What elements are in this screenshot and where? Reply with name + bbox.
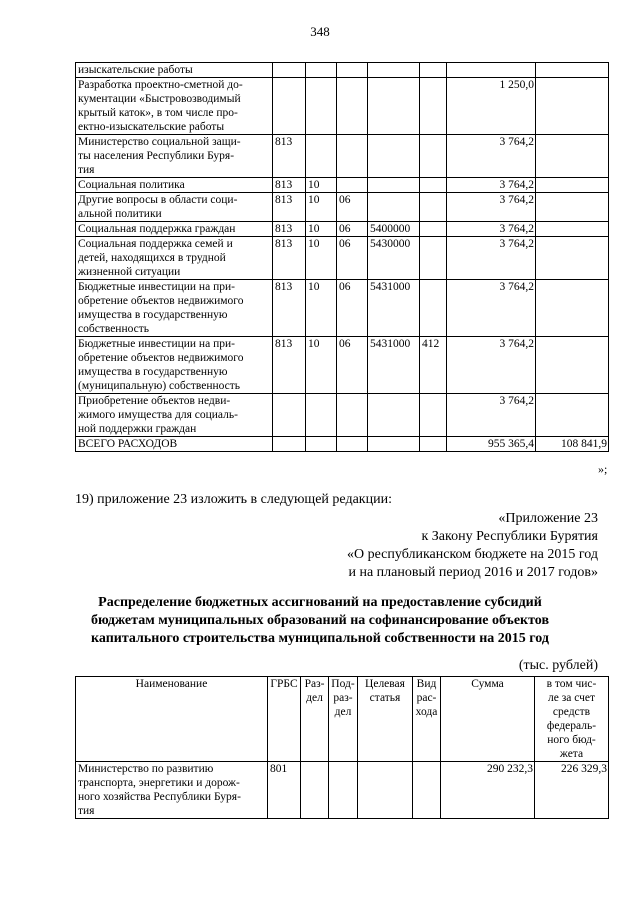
razdel-cell: 10 xyxy=(306,337,337,394)
federal-amount-cell xyxy=(536,193,609,222)
cell-line: Бюджетные инвестиции на при- xyxy=(78,281,235,293)
expense-type-cell xyxy=(420,178,447,193)
federal-amount-cell xyxy=(536,178,609,193)
podrazdel-cell xyxy=(337,437,368,452)
cell-line: Сумма xyxy=(471,678,504,690)
expense-type-cell xyxy=(420,237,447,280)
title-line: бюджетам муниципальных образований на софинансирование объектов xyxy=(90,613,550,628)
cell-line: Другие вопросы в области соци- xyxy=(78,194,238,206)
cell-line: обретение объектов недвижимого xyxy=(78,295,244,307)
table-row xyxy=(76,280,609,337)
cell-line: Наименование xyxy=(135,678,208,690)
header-row xyxy=(76,677,609,762)
cell-line: ектно-изыскательские работы xyxy=(78,121,225,133)
razdel-cell xyxy=(306,63,337,78)
cell-line: имущества в государственную xyxy=(78,309,228,321)
target-article-cell: 5431000 xyxy=(368,337,420,394)
expense-type-cell xyxy=(420,394,447,437)
header-target-article-cell xyxy=(358,677,413,762)
table-row xyxy=(76,135,609,178)
amount-cell: 3 764,2 xyxy=(447,394,536,437)
table-row xyxy=(76,337,609,394)
header-name-cell xyxy=(76,677,268,762)
title-line: Распределение бюджетных ассигнований на предоставление субсидий xyxy=(98,595,542,610)
podrazdel-cell xyxy=(337,394,368,437)
cell-line: Раз- xyxy=(304,678,325,690)
cell-line: ты населения Республики Буря- xyxy=(78,150,235,162)
podrazdel-cell: 06 xyxy=(337,280,368,337)
grbs-cell: 813 xyxy=(273,193,306,222)
cell-line: ГРБС xyxy=(270,678,298,690)
grbs-cell: 813 xyxy=(273,178,306,193)
target-article-cell xyxy=(368,135,420,178)
cell-line: Министерство социальной защи- xyxy=(78,136,241,148)
table-row xyxy=(76,63,609,78)
amount-cell xyxy=(447,63,536,78)
target-article-cell xyxy=(368,178,420,193)
cell-line: кументации «Быстровозводимый xyxy=(78,93,241,105)
amendment-instruction: 19) приложение 23 изложить в следующей редакции: xyxy=(75,492,392,507)
target-article-cell xyxy=(368,394,420,437)
expense-type-cell xyxy=(420,63,447,78)
amount-cell: 3 764,2 xyxy=(447,193,536,222)
document-title xyxy=(42,594,598,648)
name-cell xyxy=(76,280,273,337)
cell-line: ле за счет xyxy=(547,692,596,704)
cell-line: тия xyxy=(78,805,95,817)
podrazdel-cell xyxy=(337,78,368,135)
cell-line: рас- xyxy=(416,692,437,704)
grbs-cell: 813 xyxy=(273,280,306,337)
razdel-cell xyxy=(306,78,337,135)
amount-cell: 3 764,2 xyxy=(447,237,536,280)
federal-amount-cell xyxy=(536,280,609,337)
cell-line: Бюджетные инвестиции на при- xyxy=(78,338,235,350)
target-article-cell: 5430000 xyxy=(368,237,420,280)
expense-type-cell xyxy=(420,135,447,178)
cell-line: в том чис- xyxy=(546,678,597,690)
name-cell xyxy=(76,762,268,819)
table-row xyxy=(76,762,609,819)
amount-cell: 955 365,4 xyxy=(447,437,536,452)
amount-cell: 3 764,2 xyxy=(447,337,536,394)
expense-type-cell xyxy=(420,280,447,337)
razdel-cell: 10 xyxy=(306,178,337,193)
appendix-line: «О республиканском бюджете на 2015 год xyxy=(347,547,598,562)
title-line: капитального строительства муниципальной собственности на 2015 год xyxy=(91,631,549,646)
grbs-cell: 801 xyxy=(268,762,301,819)
grbs-cell: 813 xyxy=(273,337,306,394)
target-article-cell xyxy=(368,63,420,78)
federal-amount-cell xyxy=(536,394,609,437)
table-row xyxy=(76,193,609,222)
cell-line: Социальная поддержка граждан xyxy=(78,223,236,235)
name-cell xyxy=(76,337,273,394)
federal-amount-cell xyxy=(536,63,609,78)
cell-line: ВСЕГО РАСХОДОВ xyxy=(78,438,178,450)
name-cell xyxy=(76,222,273,237)
name-cell xyxy=(76,394,273,437)
razdel-cell: 10 xyxy=(306,237,337,280)
podrazdel-cell: 06 xyxy=(337,237,368,280)
units-label: (тыс. рублей) xyxy=(518,658,598,673)
target-article-cell xyxy=(368,78,420,135)
header-amount-cell xyxy=(441,677,535,762)
target-article-cell xyxy=(358,762,413,819)
razdel-cell xyxy=(301,762,329,819)
name-cell xyxy=(76,178,273,193)
target-article-cell: 5400000 xyxy=(368,222,420,237)
cell-line: имущества в государственную xyxy=(78,366,228,378)
amount-cell: 3 764,2 xyxy=(447,135,536,178)
name-cell xyxy=(76,437,273,452)
podrazdel-cell xyxy=(337,63,368,78)
federal-amount-cell xyxy=(536,337,609,394)
cell-line: обретение объектов недвижимого xyxy=(78,352,244,364)
cell-line: Разработка проектно-сметной до- xyxy=(78,79,243,91)
header-grbs-cell xyxy=(268,677,301,762)
subsidy-table xyxy=(75,676,609,819)
podrazdel-cell xyxy=(329,762,358,819)
cell-line: ного хозяйства Республики Буря- xyxy=(78,791,241,803)
cell-line: Вид xyxy=(416,678,437,690)
expense-type-cell xyxy=(420,222,447,237)
grbs-cell: 813 xyxy=(273,135,306,178)
amount-cell: 3 764,2 xyxy=(447,280,536,337)
cell-line: средств xyxy=(552,706,591,718)
federal-amount-cell xyxy=(536,135,609,178)
grbs-cell: 813 xyxy=(273,237,306,280)
cell-line: собственность xyxy=(78,323,150,335)
page-number: 348 xyxy=(310,24,330,39)
podrazdel-cell xyxy=(337,178,368,193)
federal-amount-cell xyxy=(536,222,609,237)
razdel-cell: 10 xyxy=(306,222,337,237)
header-federal-amount-cell xyxy=(535,677,609,762)
closing-quote: »; xyxy=(598,462,608,476)
cell-line: ного бюд- xyxy=(547,734,596,746)
cell-line: жета xyxy=(559,748,584,760)
razdel-cell: 10 xyxy=(306,193,337,222)
cell-line: дел xyxy=(334,706,352,718)
amount-cell: 3 764,2 xyxy=(447,222,536,237)
razdel-cell xyxy=(306,135,337,178)
federal-amount-cell xyxy=(536,237,609,280)
name-cell xyxy=(76,78,273,135)
cell-line: федераль- xyxy=(546,720,597,732)
razdel-cell: 10 xyxy=(306,280,337,337)
podrazdel-cell xyxy=(337,135,368,178)
cell-line: Социальная поддержка семей и xyxy=(78,238,233,250)
header-razdel-cell xyxy=(301,677,329,762)
cell-line: Министерство по развитию xyxy=(78,763,214,775)
expense-type-cell xyxy=(420,193,447,222)
header-podrazdel-cell xyxy=(329,677,358,762)
cell-line: хода xyxy=(415,706,438,718)
cell-line: транспорта, энергетики и дорож- xyxy=(78,777,240,789)
appendix-line: и на плановый период 2016 и 2017 годов» xyxy=(348,565,598,580)
cell-line: (муниципальную) собственность xyxy=(78,380,241,392)
cell-line: ной поддержки граждан xyxy=(78,423,197,435)
cell-line: раз- xyxy=(333,692,353,704)
razdel-cell xyxy=(306,394,337,437)
expense-type-cell: 412 xyxy=(420,337,447,394)
razdel-cell xyxy=(306,437,337,452)
table-row xyxy=(76,222,609,237)
cell-line: жизненной ситуации xyxy=(78,266,181,278)
cell-line: изыскательские работы xyxy=(78,64,193,76)
amount-cell: 3 764,2 xyxy=(447,178,536,193)
appendix-heading xyxy=(347,510,598,582)
cell-line: крытый каток», в том числе про- xyxy=(78,107,238,119)
grbs-cell xyxy=(273,78,306,135)
cell-line: Под- xyxy=(331,678,355,690)
name-cell xyxy=(76,63,273,78)
name-cell xyxy=(76,193,273,222)
table-row xyxy=(76,78,609,135)
federal-amount-cell xyxy=(536,78,609,135)
cell-line: альной политики xyxy=(78,208,162,220)
budget-table-continuation xyxy=(75,62,609,452)
amount-cell: 1 250,0 xyxy=(447,78,536,135)
name-cell xyxy=(76,135,273,178)
federal-amount-cell: 226 329,3 xyxy=(535,762,609,819)
target-article-cell xyxy=(368,437,420,452)
podrazdel-cell: 06 xyxy=(337,337,368,394)
cell-line: статья xyxy=(369,692,401,704)
cell-line: детей, находящихся в трудной xyxy=(78,252,226,264)
cell-line: Целевая xyxy=(365,678,405,690)
podrazdel-cell: 06 xyxy=(337,222,368,237)
table-row xyxy=(76,437,609,452)
appendix-line: «Приложение 23 xyxy=(498,511,598,526)
expense-type-cell xyxy=(413,762,441,819)
grbs-cell xyxy=(273,394,306,437)
cell-line: тия xyxy=(78,164,95,176)
federal-amount-cell: 108 841,9 xyxy=(536,437,609,452)
expense-type-cell xyxy=(420,78,447,135)
name-cell xyxy=(76,237,273,280)
table-row xyxy=(76,394,609,437)
table-row xyxy=(76,237,609,280)
cell-line: дел xyxy=(306,692,323,704)
target-article-cell xyxy=(368,193,420,222)
expense-type-cell xyxy=(420,437,447,452)
grbs-cell xyxy=(273,63,306,78)
grbs-cell xyxy=(273,437,306,452)
cell-line: жимого имущества для социаль- xyxy=(78,409,238,421)
header-expense-type-cell xyxy=(413,677,441,762)
table-row xyxy=(76,178,609,193)
cell-line: Социальная политика xyxy=(78,179,185,191)
podrazdel-cell: 06 xyxy=(337,193,368,222)
grbs-cell: 813 xyxy=(273,222,306,237)
target-article-cell: 5431000 xyxy=(368,280,420,337)
cell-line: Приобретение объектов недви- xyxy=(78,395,231,407)
amount-cell: 290 232,3 xyxy=(441,762,535,819)
appendix-line: к Закону Республики Бурятия xyxy=(421,529,598,544)
